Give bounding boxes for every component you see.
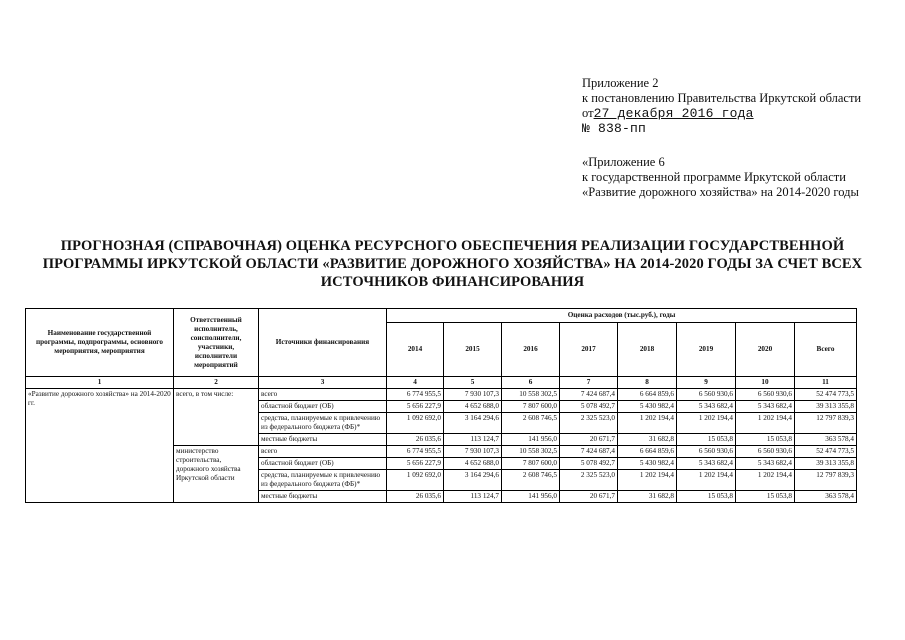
- index-cell: 10: [736, 377, 795, 389]
- value-cell: 6 560 930,6: [736, 446, 795, 458]
- value-cell: 5 656 227,9: [387, 458, 444, 470]
- total-cell: 363 578,4: [795, 491, 857, 503]
- header-executor: Ответственный исполнитель, соисполнители, участники, исполнители мероприятий: [174, 309, 259, 377]
- index-row: [26, 377, 857, 389]
- value-cell: 20 671,7: [560, 434, 618, 446]
- total-cell: 52 474 773,5: [795, 446, 857, 458]
- value-cell: 31 682,8: [618, 434, 677, 446]
- document-title: [40, 237, 865, 291]
- index-cell: 3: [259, 377, 387, 389]
- value-cell: 6 560 930,6: [736, 389, 795, 401]
- value-cell: 113 124,7: [444, 491, 502, 503]
- value-cell: 5 078 492,7: [560, 458, 618, 470]
- total-cell: 52 474 773,5: [795, 389, 857, 401]
- source-cell: всего: [259, 446, 387, 458]
- value-cell: 6 560 930,6: [677, 446, 736, 458]
- appendix-line: «Приложение 6: [582, 155, 665, 169]
- value-cell: 10 558 302,5: [502, 389, 560, 401]
- header-year: 2019: [677, 323, 736, 377]
- source-cell: областной бюджет (ОБ): [259, 401, 387, 413]
- value-cell: 7 930 107,3: [444, 446, 502, 458]
- source-cell: местные бюджеты: [259, 434, 387, 446]
- appendix-line: «Развитие дорожного хозяйства» на 2014-2020 годы: [582, 185, 859, 199]
- value-cell: 1 202 194,4: [618, 470, 677, 491]
- executor-cell: всего, в том числе:: [174, 389, 259, 446]
- value-cell: 26 035,6: [387, 491, 444, 503]
- value-cell: 6 774 955,5: [387, 446, 444, 458]
- date-value: 27 декабря 2016 года: [593, 106, 754, 121]
- value-cell: 5 343 682,4: [677, 401, 736, 413]
- value-cell: 141 956,0: [502, 491, 560, 503]
- date-prefix: от: [582, 106, 594, 120]
- value-cell: 4 652 688,0: [444, 458, 502, 470]
- budget-table: [25, 308, 857, 503]
- value-cell: 6 774 955,5: [387, 389, 444, 401]
- value-cell: 2 325 523,0: [560, 413, 618, 434]
- value-cell: 20 671,7: [560, 491, 618, 503]
- header-year: 2017: [560, 323, 618, 377]
- value-cell: 7 807 600,0: [502, 401, 560, 413]
- value-cell: 5 343 682,4: [736, 458, 795, 470]
- index-cell: 7: [560, 377, 618, 389]
- index-cell: 6: [502, 377, 560, 389]
- source-cell: средства, планируемые к привлечению из федерального бюджета (ФБ)*: [259, 413, 387, 434]
- value-cell: 6 664 859,6: [618, 446, 677, 458]
- header-source: Источники финансирования: [259, 309, 387, 377]
- appendix-date: [582, 106, 861, 121]
- total-cell: 12 797 839,3: [795, 470, 857, 491]
- source-cell: областной бюджет (ОБ): [259, 458, 387, 470]
- source-cell: всего: [259, 389, 387, 401]
- value-cell: 10 558 302,5: [502, 446, 560, 458]
- header-year: 2016: [502, 323, 560, 377]
- title-line: ПРОГРАММЫ ИРКУТСКОЙ ОБЛАСТИ «РАЗВИТИЕ ДОРОЖНОГО ХОЗЯЙСТВА» НА 2014-2020 ГОДЫ ЗА СЧЕТ ВСЕХ: [42, 256, 863, 272]
- total-cell: 39 313 355,8: [795, 401, 857, 413]
- title-line: ПРОГНОЗНАЯ (СПРАВОЧНАЯ) ОЦЕНКА РЕСУРСНОГО ОБЕСПЕЧЕНИЯ РЕАЛИЗАЦИИ ГОСУДАРСТВЕННОЙ: [60, 238, 845, 254]
- value-cell: 3 164 294,6: [444, 413, 502, 434]
- value-cell: 5 656 227,9: [387, 401, 444, 413]
- appendix-line: Приложение 2: [582, 76, 659, 90]
- title-line: ИСТОЧНИКОВ ФИНАНСИРОВАНИЯ: [320, 274, 585, 290]
- value-cell: 1 092 692,0: [387, 413, 444, 434]
- value-cell: 5 078 492,7: [560, 401, 618, 413]
- header-year: 2020: [736, 323, 795, 377]
- value-cell: 5 430 982,4: [618, 458, 677, 470]
- appendix-number: № 838-пп: [582, 121, 647, 136]
- value-cell: 5 343 682,4: [736, 401, 795, 413]
- index-cell: 5: [444, 377, 502, 389]
- value-cell: 1 202 194,4: [736, 413, 795, 434]
- value-cell: 3 164 294,6: [444, 470, 502, 491]
- index-cell: 9: [677, 377, 736, 389]
- header-year: 2015: [444, 323, 502, 377]
- value-cell: 15 053,8: [736, 434, 795, 446]
- table-row: [26, 389, 857, 401]
- header-program: Наименование государственной программы, подпрограммы, основного мероприятия, мероприятия: [26, 309, 174, 377]
- value-cell: 4 652 688,0: [444, 401, 502, 413]
- index-cell: 2: [174, 377, 259, 389]
- header-estimate: Оценка расходов (тыс.руб.), годы: [387, 309, 857, 323]
- appendix-line: к государственной программе Иркутской области: [582, 170, 846, 184]
- source-cell: местные бюджеты: [259, 491, 387, 503]
- value-cell: 15 053,8: [677, 434, 736, 446]
- value-cell: 2 608 746,5: [502, 470, 560, 491]
- header-total: Всего: [795, 323, 857, 377]
- value-cell: 1 202 194,4: [677, 470, 736, 491]
- total-cell: 39 313 355,8: [795, 458, 857, 470]
- value-cell: 7 424 687,4: [560, 389, 618, 401]
- value-cell: 1 202 194,4: [677, 413, 736, 434]
- value-cell: 15 053,8: [677, 491, 736, 503]
- value-cell: 2 608 746,5: [502, 413, 560, 434]
- executor-cell: министерство строительства, дорожного хозяйства Иркутской области: [174, 446, 259, 503]
- index-cell: 11: [795, 377, 857, 389]
- program-name-cell: «Развитие дорожного хозяйства» на 2014-2020 гг.: [26, 389, 174, 503]
- value-cell: 1 092 692,0: [387, 470, 444, 491]
- value-cell: 5 430 982,4: [618, 401, 677, 413]
- header-year: 2014: [387, 323, 444, 377]
- value-cell: 6 560 930,6: [677, 389, 736, 401]
- index-cell: 1: [26, 377, 174, 389]
- value-cell: 7 930 107,3: [444, 389, 502, 401]
- value-cell: 141 956,0: [502, 434, 560, 446]
- value-cell: 1 202 194,4: [736, 470, 795, 491]
- total-cell: 363 578,4: [795, 434, 857, 446]
- value-cell: 7 424 687,4: [560, 446, 618, 458]
- value-cell: 113 124,7: [444, 434, 502, 446]
- total-cell: 12 797 839,3: [795, 413, 857, 434]
- appendix-line: к постановлению Правительства Иркутской области: [582, 91, 862, 105]
- value-cell: 15 053,8: [736, 491, 795, 503]
- value-cell: 26 035,6: [387, 434, 444, 446]
- value-cell: 31 682,8: [618, 491, 677, 503]
- value-cell: 2 325 523,0: [560, 470, 618, 491]
- value-cell: 7 807 600,0: [502, 458, 560, 470]
- index-cell: 8: [618, 377, 677, 389]
- header-year: 2018: [618, 323, 677, 377]
- source-cell: средства, планируемые к привлечению из федерального бюджета (ФБ)*: [259, 470, 387, 491]
- index-cell: 4: [387, 377, 444, 389]
- value-cell: 5 343 682,4: [677, 458, 736, 470]
- value-cell: 1 202 194,4: [618, 413, 677, 434]
- appendix-header: [582, 76, 861, 200]
- value-cell: 6 664 859,6: [618, 389, 677, 401]
